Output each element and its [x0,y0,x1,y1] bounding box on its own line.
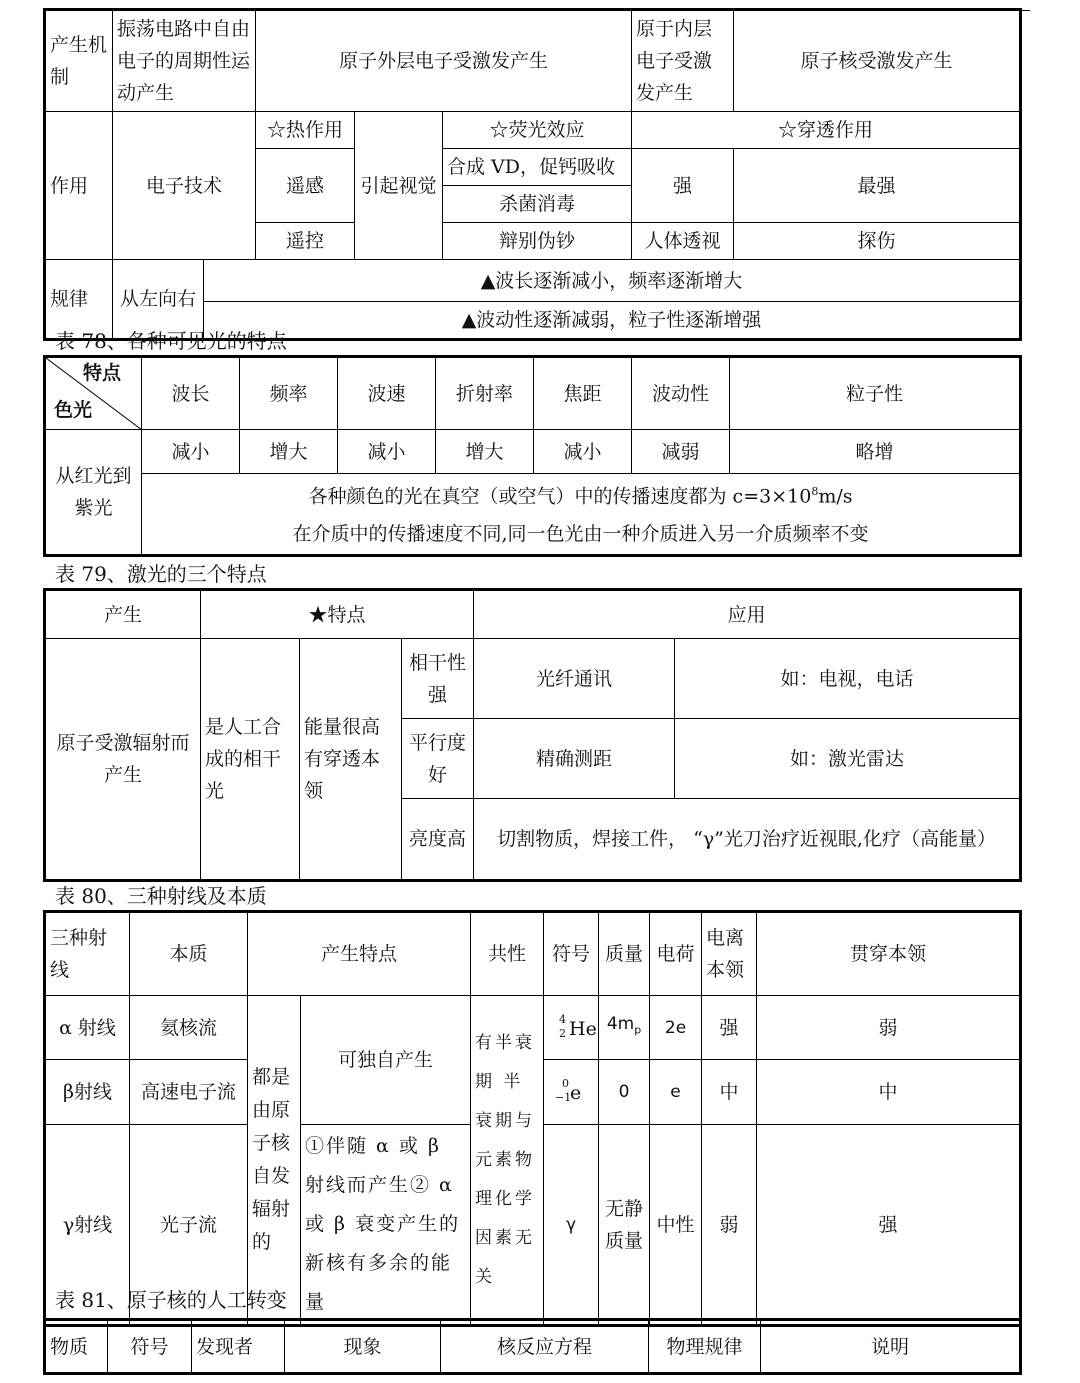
row-label-red-to-violet: 从红光到紫光 [46,430,142,555]
gamma-name: γ射线 [46,1125,130,1325]
alpha-charge: 2e [650,996,702,1060]
cell-vitamin-d: 合成 VD，促钙吸收 [443,149,632,186]
cell-strongest: 最强 [734,149,1020,223]
header-substance: 物质 [46,1321,108,1373]
beta-penetration: 中 [757,1060,1020,1125]
gamma-penetration: 强 [757,1125,1020,1325]
header-origin: 产生 [46,591,201,639]
beta-mass: 0 [599,1060,650,1125]
caption-table-78: 表 78、各种可见光的特点 [55,329,287,353]
cell-fiber-comm: 光纤通讯 [474,639,675,719]
cell-xray-origin: 原于内层电子受激发产生 [632,11,734,112]
header-speed: 波速 [338,358,436,430]
header-discoverer: 发现者 [192,1321,285,1373]
diagonal-header-cell [46,358,142,430]
cell-electronics: 电子技术 [113,112,256,260]
alpha-nature: 氦核流 [130,996,248,1060]
cell-vision: 引起视觉 [355,112,443,260]
value-focal: 减小 [534,430,632,474]
header-wave: 波动性 [632,358,730,430]
cell-radio-origin: 振荡电路中自由电子的周期性运动产生 [113,11,256,112]
row-label-mechanism: 产生机制 [46,11,113,112]
cell-light-origin: 原子外层电子受激发产生 [256,11,632,112]
table-78 [45,357,1020,555]
header-law: 物理规律 [649,1321,761,1373]
gamma-nature: 光子流 [130,1125,248,1325]
header-particle: 粒子性 [730,358,1020,430]
alpha-mass: $4m_p$ [599,996,650,1060]
beta-ionization: 中 [702,1060,757,1125]
cell-rule-wavelength: ▲波长逐渐减小，频率逐渐增大 [204,260,1020,302]
common-origin: 都是由原子核自发辐射的 [248,996,301,1325]
header-phenomenon: 现象 [285,1321,441,1373]
cell-coherence: 相干性强 [402,639,474,719]
header-commonality: 共性 [471,913,544,996]
electron-symbol: 0 −1 e [555,1077,582,1104]
value-particle: 略增 [730,430,1020,474]
cell-flaw-detect: 探伤 [734,223,1020,260]
cell-remote-sensing: 遥感 [256,149,355,223]
cell-artificial-coherent: 是人工合成的相干光 [201,639,300,880]
value-wavelength: 减小 [142,430,240,474]
gamma-charge: 中性 [650,1125,702,1325]
header-focal: 焦距 [534,358,632,430]
cell-ranging-example: 如：激光雷达 [675,719,1020,799]
caption-table-80: 表 80、三种射线及本质 [55,884,267,908]
header-remark: 说明 [761,1321,1020,1373]
cell-rule-duality: ▲波动性逐渐减弱，粒子性逐渐增强 [204,302,1020,339]
cell-xray-imaging: 人体透视 [632,223,734,260]
table-81 [45,1320,1020,1373]
alpha-name: α 射线 [46,996,130,1060]
cell-half-life: 有半衰期 半衰期与元素物理化学因素无关 [471,996,544,1325]
header-penetration: 贯穿本领 [757,913,1020,996]
value-frequency: 增大 [240,430,338,474]
caption-table-81: 表 81、原子核的人工转变 [55,1288,287,1312]
cell-cutting-surgery: 切割物质，焊接工件， “γ”光刀治疗近视眼,化疗（高能量） [474,799,1020,880]
beta-name: β射线 [46,1060,130,1125]
header-ray-type: 三种射线 [46,913,130,996]
cell-stimulated-emission: 原子受激辐射而产生 [46,639,201,880]
helium-isotope: 4 2 He [559,1012,597,1040]
cell-brightness: 亮度高 [402,799,474,880]
value-speed: 减小 [338,430,436,474]
cell-counterfeit: 辩别伪钞 [443,223,632,260]
gamma-ionization: 弱 [702,1125,757,1325]
table-80 [45,912,1020,1325]
cell-direction: 从左向右 [113,260,204,339]
header-nature: 本质 [130,913,248,996]
cell-penetration: ☆穿透作用 [632,112,1020,149]
caption-table-79: 表 79、激光的三个特点 [55,562,267,586]
header-application: 应用 [474,591,1020,639]
cell-fluorescence: ☆荧光效应 [443,112,632,149]
diag-label-color: 色光 [54,399,93,422]
beta-symbol [544,1060,599,1125]
row-label-effect: 作用 [46,112,113,260]
gamma-symbol: γ [544,1125,599,1325]
cell-independent: 可独自产生 [301,996,471,1125]
note-light-speed: 各种颜色的光在真空（或空气）中的传播速度都为 $c=3\times 10^8m/s$ [142,474,1020,515]
header-symbol: 符号 [544,913,599,996]
cell-ranging: 精确测距 [474,719,675,799]
header-symbol-81: 符号 [108,1321,192,1373]
header-refraction: 折射率 [436,358,534,430]
header-ionization: 电离本领 [702,913,757,996]
diag-label-feature: 特点 [82,362,121,384]
cell-parallelism: 平行度好 [402,719,474,799]
alpha-penetration: 弱 [757,996,1020,1060]
alpha-symbol [544,996,599,1060]
header-production: 产生特点 [248,913,471,996]
alpha-ionization: 强 [702,996,757,1060]
cell-high-energy: 能量很高有穿透本领 [300,639,402,880]
cell-fiber-example: 如：电视，电话 [675,639,1020,719]
header-equation: 核反应方程 [441,1321,649,1373]
header-charge: 电荷 [650,913,702,996]
row-label-rule: 规律 [46,260,113,339]
cell-heat-effect: ☆热作用 [256,112,355,149]
value-wave: 减弱 [632,430,730,474]
table-79 [45,590,1020,880]
header-mass: 质量 [599,913,650,996]
beta-nature: 高速电子流 [130,1060,248,1125]
cell-gamma-origin: 原子核受激发产生 [734,11,1020,112]
cell-sterilize: 杀菌消毒 [443,186,632,223]
header-feature: ★特点 [201,591,474,639]
header-wavelength: 波长 [142,358,240,430]
cell-remote-control: 遥控 [256,223,355,260]
beta-charge: e [650,1060,702,1125]
cell-accompany: ①伴随 α 或 β 射线而产生② α 或 β 衰变产生的新核有多余的能量 [301,1125,471,1325]
header-frequency: 频率 [240,358,338,430]
cell-strong: 强 [632,149,734,223]
note-medium-speed: 在介质中的传播速度不同,同一色光由一种介质进入另一介质频率不变 [142,514,1020,554]
table-77 [45,10,1020,339]
gamma-mass: 无静质量 [599,1125,650,1325]
value-refraction: 增大 [436,430,534,474]
